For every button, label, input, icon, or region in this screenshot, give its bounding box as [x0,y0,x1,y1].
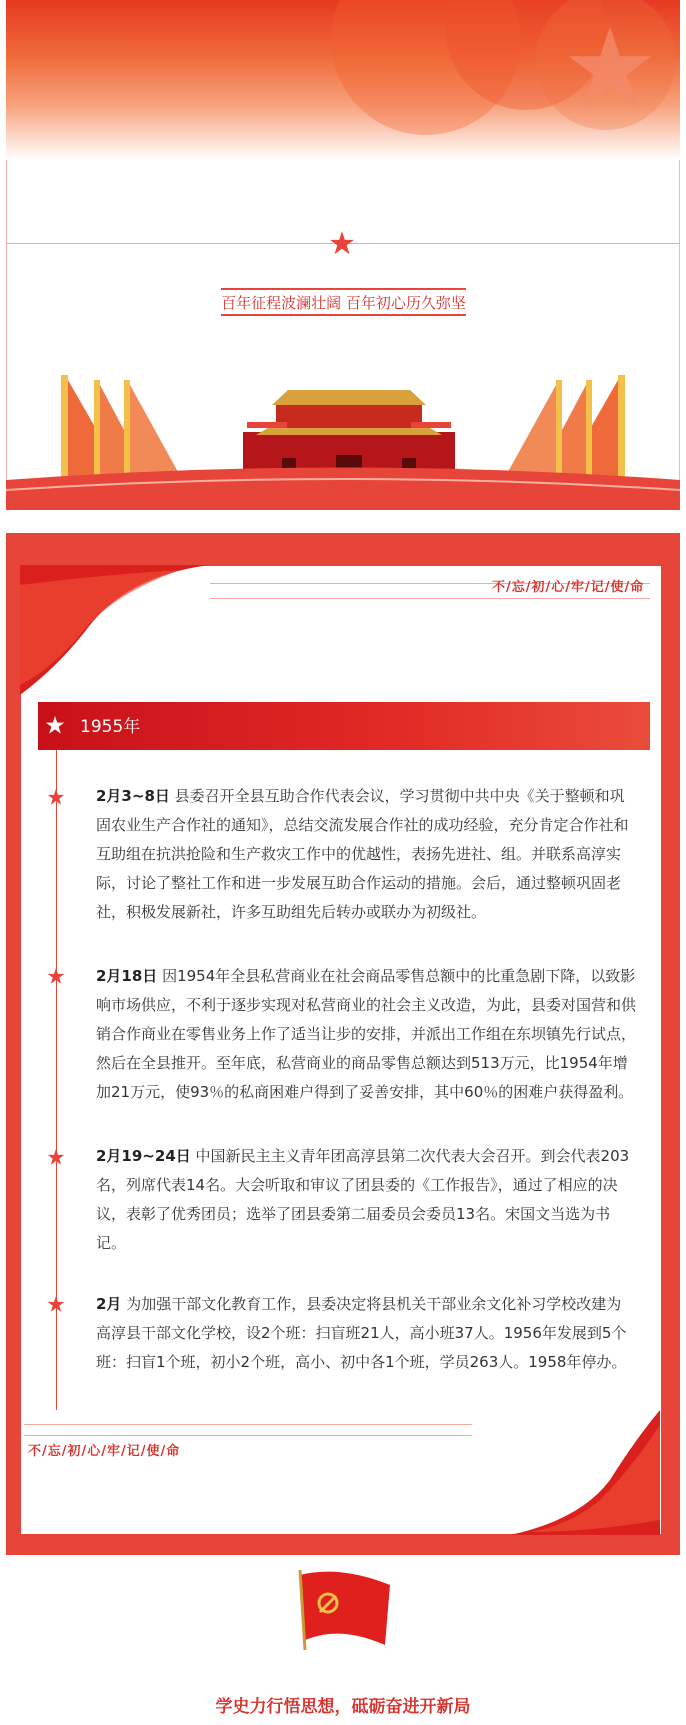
footer-slogan: 学史力行悟思想，砥砺奋进开新局 [215,1697,471,1717]
entry-text: 中国新民主主义青年团高淳县第二次代表大会召开。到会代表203名，列席代表14名。大会听取和审议了团县委的《工作报告》，通过了相应的决议，表彰了优秀团员；选举了团县委第二届委员会委员13名。宋国文当选为书记。 [96,1147,630,1252]
flags-illustration [6,360,680,510]
small-star-icon [329,230,355,256]
entry-date: 2月 [96,1295,122,1313]
big-star-icon [565,22,655,112]
entry-text: 因1954年全县私营商业在社会商品零售总额中的比重急剧下降，以致影响市场供应，不利于逐步实现对私营商业的社会主义改造，为此，县委对国营和供销合作商业在零售业务上作了适当让步的安排，并派出工作组在东坝镇先行试点，然后在全县推开。至年底，私营商业的商品零售总额达到513万元，比1954年增加21万元，使93％的私商困难户得到了妥善安排，其中60％的困难户获得盈利。 [96,967,637,1101]
timeline-star-icon [47,1148,65,1166]
timeline-star-icon [47,967,65,985]
entry-date: 2月3~8日 [96,787,170,805]
top-rule-2 [210,598,650,599]
ribbon-bottom-right-icon [510,1410,660,1535]
motto-bottom: 不/忘/初/心/牢/记/使/命 [28,1444,181,1459]
entry-date: 2月19~24日 [96,1147,191,1165]
timeline-entry [96,962,636,1107]
year-title: 1955年 [80,717,141,737]
timeline-entry [96,782,636,927]
slogan-frame [221,288,466,316]
timeline-entry [96,1142,636,1258]
ribbon-top-left-icon [20,565,210,695]
slogan-text: 百年征程波澜壮阔 百年初心历久弥坚 [221,293,466,312]
bottom-rule-2 [24,1435,472,1436]
year-star-icon [45,715,65,735]
entry-date: 2月18日 [96,967,158,985]
motto-top: 不/忘/初/心/牢/记/使/命 [492,580,645,595]
entry-text: 县委召开全县互助合作代表会议，学习贯彻中共中央《关于整顿和巩固农业生产合作社的通知》，总结交流发展合作社的成功经验，充分肯定合作社和互助组在抗洪抢险和生产救灾工作中的优越性，表扬先进社、组。并联系高淳实际，讨论了整社工作和进一步发展互助合作运动的措施。会后，通过整顿巩固老社，积极发展新社，许多互助组先后转办或联办为初级社。 [96,787,629,921]
bottom-rule [24,1424,472,1425]
tiananmen-icon [243,390,455,478]
party-flag-icon [290,1565,400,1655]
timeline-entry [96,1290,636,1377]
entry-text: 为加强干部文化教育工作，县委决定将县机关干部业余文化补习学校改建为高淳县干部文化学校，设2个班：扫盲班21人，高小班37人。1956年发展到5个班：扫盲1个班，初小2个班，高小、初中各1个班，学员263人。1958年停办。 [96,1295,627,1371]
timeline-star-icon [47,788,65,806]
timeline-star-icon [47,1295,65,1313]
